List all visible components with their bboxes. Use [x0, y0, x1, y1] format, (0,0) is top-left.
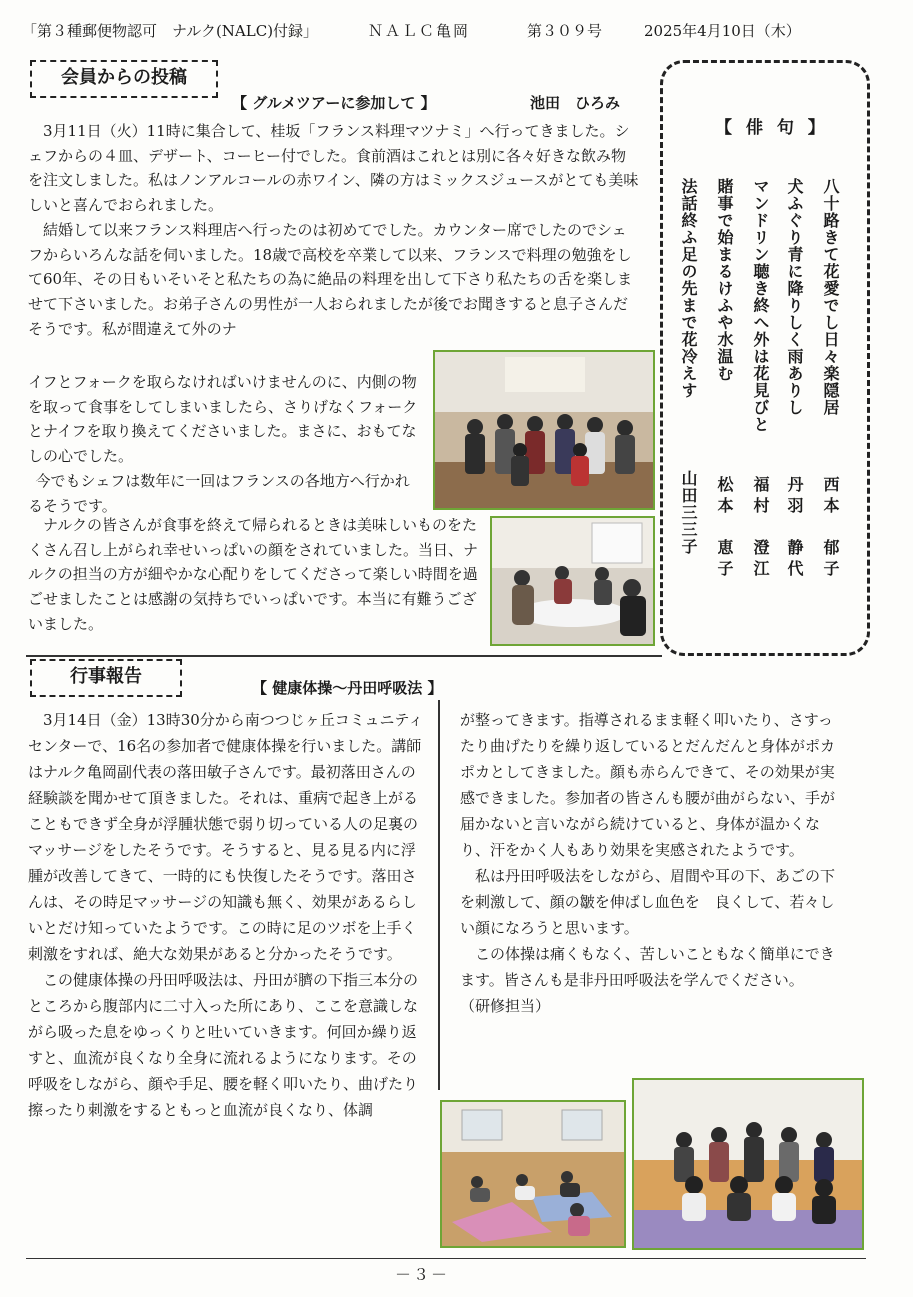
page-number: －３－: [395, 1265, 450, 1284]
haiku-author: 山田三三子: [679, 470, 698, 555]
restaurant-group-photo: [433, 350, 655, 510]
article-title-exercise: 【 健康体操～丹田呼吸法 】: [252, 679, 443, 697]
article-body-wrap: [28, 370, 418, 518]
event-body-right: [460, 707, 845, 1019]
paragraph: 今でもシェフは数年に一回はフランスの各地方へ行かれるそうです。: [28, 471, 410, 515]
column-divider: [438, 700, 440, 1090]
haiku-author: 丹羽 静代: [785, 476, 804, 581]
article-author: 池田 ひろみ: [530, 94, 621, 112]
section-label-event: 行事報告: [30, 659, 182, 697]
paragraph: 私は丹田呼吸法をしながら、眉間や耳の下、あごの下を刺激して、顔の皺を伸ばし血色を 良くして、若々しい顔になろうと思います。: [460, 867, 836, 937]
haiku-line: 賭事で始まるけふや水温む: [715, 178, 734, 382]
article-title-gourmet: 【 グルメツアーに参加して 】: [232, 94, 436, 112]
haiku-line: 八十路きて花愛でし日々楽隠居: [821, 178, 840, 416]
haiku-author: 松本 恵子: [715, 476, 734, 581]
article-body-end: [28, 513, 486, 637]
paragraph: 3月14日（金）13時30分から南つつじヶ丘コミュニティセンターで、16名の参加者で健康体操を行いました。講師はナルク亀岡副代表の落田敏子さんです。最初落田さんの経験談を聞かせて頂きました。それは、重病で起き上がることもできず全身が浮腫状態で弱り切っている人の足裏のマッサージをしたそうです。そうすると、見る見る内に浮腫が改善してきて、一時的にも快復したそうです。落田さんは、その時足マッサージの知識も無く、効果があるらしいとだけ知っていたようです。この時に足のツボを上手く刺激をすれば、絶大な効果があると分かったそうです。: [28, 711, 424, 963]
haiku-line: マンドリン聴き終へ外は花見びと: [751, 178, 770, 433]
article-body-top: [28, 119, 640, 341]
paragraph: この体操は痛くもなく、苦しいこともなく簡単にできます。皆さんも是非丹田呼吸法を学んでください。 （研修担当）: [460, 945, 842, 1015]
dining-photo: [490, 516, 655, 646]
section-label-posts: 会員からの投稿: [30, 60, 218, 98]
paragraph: 3月11日（火）11時に集合して、桂坂「フランス料理マツナミ」へ行ってきました。シェフからの４皿、デザート、コーヒー付でした。食前酒はこれとは別に各々好きな飲み物を注文しました。私はノンアルコールの赤ワイン、隣の方はミックスジュースがとても美味しいと喜んでおられました。: [28, 122, 639, 215]
paragraph: ナルクの皆さんが食事を終えて帰られるときは美味しいものをたくさん召し上がられ幸せいっぱいの顔をされていました。当日、ナルクの担当の方が細やかな心配りをしてくださって楽しい時間を過ごせましたことは感謝の気持ちでいっぱいです。本当に有難うございました。: [28, 516, 479, 633]
event-body-left: [28, 707, 430, 1123]
issue-date: 2025年4月10日（木）: [644, 22, 801, 40]
paragraph: この健康体操の丹田呼吸法は、丹田が臍の下指三本分のところから腹部内に二寸入った所にあり、ここを意識しながら吸った息をゆっくりと吐いていきます。何回か繰り返すと、血流が良くなり全身に流れるようになります。その呼吸をしながら、顔や手足、腰を軽く叩いたり、曲げたり擦ったり刺激をするともっと血流が良くなり、体調: [28, 971, 419, 1119]
exercise-group-photo: [632, 1078, 864, 1250]
issue-number: 第３０９号: [527, 22, 603, 40]
org-name: ＮＡＬＣ亀岡: [368, 22, 471, 40]
section-divider: [26, 655, 662, 657]
footer-rule: [26, 1258, 866, 1259]
paragraph: イフとフォークを取らなければいけませんのに、内側の物を取って食事をしてしまいましたら、さりげなくフォークとナイフを取り換えてくださいました。まさに、おもてなしの心でした。: [28, 373, 418, 466]
paragraph: 結婚して以来フランス料理店へ行ったのは初めてでした。カウンター席でしたのでシェフからいろんな話を伺いました。18歳で高校を卒業して以来、フランスで料理の勉強をして60年、その日もいそいそと私たちの為に絶品の料理を出して下さり私たちの舌を楽しませて下さいました。お弟子さんの男性が一人おられましたが後でお聞きすると息子さんだそうです。私が間違えて外のナ: [28, 220, 633, 338]
paragraph: が整ってきます。指導されるまま軽く叩いたり、さすったり曲げたりを繰り返しているとだんだんと身体がポカポカとしてきました。顔も赤らんできて、その効果が実感できました。参加者の皆さんも腰が曲がらない、手が届かないと言いながら続けていると、身体が温かくなり、汗をかく人もあり効果を実感されたようです。: [460, 711, 836, 859]
haiku-author: 西本 郁子: [821, 476, 840, 581]
haiku-author: 福村 澄江: [751, 476, 770, 581]
haiku-line: 法話終ふ足の先まで花冷えす: [679, 178, 698, 399]
exercise-photo: [440, 1100, 626, 1248]
haiku-title: 【 俳 句 】: [715, 118, 829, 138]
haiku-line: 犬ふぐり青に降りしく雨ありし: [785, 178, 804, 416]
permit-notice: 「第３種郵便物認可 ナルク(NALC)付録」: [22, 22, 319, 40]
